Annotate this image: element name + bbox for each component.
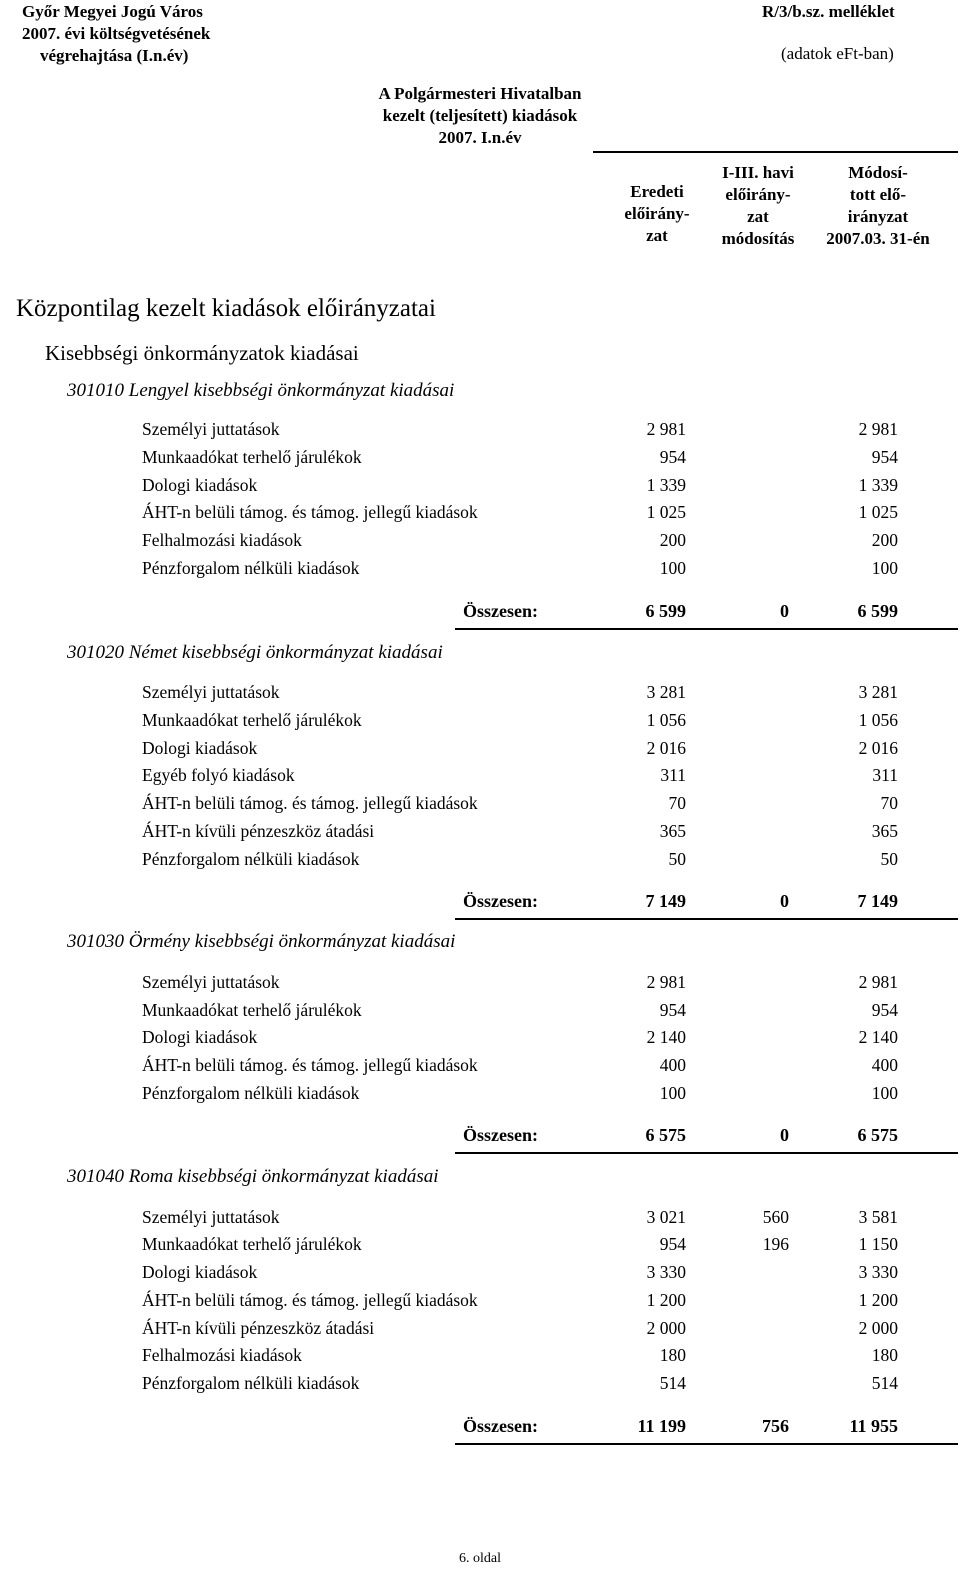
table-row xyxy=(0,1259,960,1285)
modified-value: 180 xyxy=(871,1345,898,1365)
modified-value: 1 056 xyxy=(858,710,898,730)
modified-value: 514 xyxy=(871,1373,898,1393)
modified-value: 1 150 xyxy=(858,1234,898,1254)
total-modified: 7 149 xyxy=(857,891,898,911)
section-total-row xyxy=(0,1412,960,1440)
table-row xyxy=(0,527,960,553)
table-row xyxy=(0,472,960,498)
table-row xyxy=(0,1024,960,1050)
original-value: 70 xyxy=(668,793,686,813)
total-modified: 6 599 xyxy=(857,601,898,621)
row-label: Pénzforgalom nélküli kiadások xyxy=(142,558,360,578)
row-label: ÁHT-n belüli támog. és támog. jellegű kiadások xyxy=(142,1290,478,1310)
table-row xyxy=(0,1080,960,1106)
header-center-line3: 2007. I.n.év xyxy=(438,128,522,147)
modified-value: 1 339 xyxy=(858,475,898,495)
row-label: Dologi kiadások xyxy=(142,1027,258,1047)
original-value: 311 xyxy=(660,765,686,785)
total-modification: 0 xyxy=(780,601,789,621)
total-modification: 0 xyxy=(780,1125,789,1145)
row-label: Munkaadókat terhelő járulékok xyxy=(142,447,362,467)
table-row xyxy=(0,818,960,844)
row-label: Pénzforgalom nélküli kiadások xyxy=(142,1083,360,1103)
table-row xyxy=(0,1370,960,1396)
modified-value: 365 xyxy=(871,821,898,841)
table-row xyxy=(0,790,960,816)
section-title: 301010 Lengyel kisebbségi önkormányzat kiadásai xyxy=(67,380,455,401)
original-value: 100 xyxy=(659,1083,686,1103)
original-value: 400 xyxy=(659,1055,686,1075)
row-label: Egyéb folyó kiadások xyxy=(142,765,295,785)
original-value: 2 981 xyxy=(646,419,686,439)
original-value: 3 330 xyxy=(646,1262,686,1282)
table-row xyxy=(0,1204,960,1230)
modified-value: 100 xyxy=(871,1083,898,1103)
row-label: ÁHT-n belüli támog. és támog. jellegű kiadások xyxy=(142,793,478,813)
section-total-row xyxy=(0,597,960,625)
original-value: 514 xyxy=(659,1373,686,1393)
total-modified: 11 955 xyxy=(849,1416,898,1436)
modified-value: 3 581 xyxy=(858,1207,898,1227)
row-label: Munkaadókat terhelő járulékok xyxy=(142,1234,362,1254)
original-value: 954 xyxy=(659,1234,686,1254)
modified-value: 3 281 xyxy=(858,682,898,702)
total-label: Összesen: xyxy=(463,891,538,911)
row-label: Felhalmozási kiadások xyxy=(142,530,302,550)
header-right-line1: R/3/b.sz. melléklet xyxy=(762,2,895,21)
total-original: 6 599 xyxy=(645,601,686,621)
original-value: 1 339 xyxy=(646,475,686,495)
row-label: ÁHT-n kívüli pénzeszköz átadási xyxy=(142,1318,375,1338)
total-label: Összesen: xyxy=(463,601,538,621)
row-label: Személyi juttatások xyxy=(142,972,280,992)
row-label: Személyi juttatások xyxy=(142,1207,280,1227)
row-label: ÁHT-n belüli támog. és támog. jellegű kiadások xyxy=(142,502,478,522)
section-title: 301030 Örmény kisebbségi önkormányzat kiadásai xyxy=(67,931,456,952)
row-label: Munkaadókat terhelő járulékok xyxy=(142,1000,362,1020)
section-title: 301020 Német kisebbségi önkormányzat kiadásai xyxy=(67,642,443,663)
table-row xyxy=(0,679,960,705)
table-row xyxy=(0,846,960,872)
table-row xyxy=(0,499,960,525)
original-value: 1 200 xyxy=(646,1290,686,1310)
table-row xyxy=(0,1287,960,1313)
original-value: 3 021 xyxy=(646,1207,686,1227)
table-row xyxy=(0,1231,960,1257)
table-row xyxy=(0,1342,960,1368)
row-label: Személyi juttatások xyxy=(142,682,280,702)
modified-value: 2 981 xyxy=(858,419,898,439)
total-modified: 6 575 xyxy=(857,1125,898,1145)
modified-value: 2 000 xyxy=(858,1318,898,1338)
table-row xyxy=(0,997,960,1023)
original-value: 365 xyxy=(659,821,686,841)
table-row xyxy=(0,1315,960,1341)
table-row xyxy=(0,444,960,470)
original-value: 1 056 xyxy=(646,710,686,730)
row-label: Dologi kiadások xyxy=(142,475,258,495)
original-value: 3 281 xyxy=(646,682,686,702)
original-value: 954 xyxy=(659,447,686,467)
modified-value: 2 981 xyxy=(858,972,898,992)
header-center-line2: kezelt (teljesített) kiadások xyxy=(382,106,578,125)
page-number: 6. oldal xyxy=(459,1551,501,1566)
modified-value: 954 xyxy=(871,1000,898,1020)
header-left-line1: Győr Megyei Jogú Város xyxy=(22,2,203,21)
original-value: 2 000 xyxy=(646,1318,686,1338)
header-center-line1: A Polgármesteri Hivatalban xyxy=(378,84,582,103)
modified-value: 311 xyxy=(872,765,898,785)
total-label: Összesen: xyxy=(463,1125,538,1145)
modified-value: 2 016 xyxy=(858,738,898,758)
modified-value: 200 xyxy=(871,530,898,550)
original-value: 180 xyxy=(659,1345,686,1365)
header-left-line3: végrehajtása (I.n.év) xyxy=(40,46,189,65)
table-row xyxy=(0,969,960,995)
original-value: 200 xyxy=(659,530,686,550)
total-rule xyxy=(455,628,958,630)
modified-value: 1 025 xyxy=(858,502,898,522)
modified-value: 400 xyxy=(871,1055,898,1075)
modified-value: 100 xyxy=(871,558,898,578)
modified-value: 2 140 xyxy=(858,1027,898,1047)
sub-title: Kisebbségi önkormányzatok kiadásai xyxy=(45,341,359,365)
section-total-row xyxy=(0,1121,960,1149)
row-label: Dologi kiadások xyxy=(142,738,258,758)
header-left-line2: 2007. évi költségvetésének xyxy=(22,24,211,43)
original-value: 2 981 xyxy=(646,972,686,992)
row-label: Pénzforgalom nélküli kiadások xyxy=(142,849,360,869)
row-label: Személyi juttatások xyxy=(142,419,280,439)
row-label: Felhalmozási kiadások xyxy=(142,1345,302,1365)
modified-value: 50 xyxy=(880,849,898,869)
total-original: 6 575 xyxy=(645,1125,686,1145)
table-row xyxy=(0,1052,960,1078)
row-label: Pénzforgalom nélküli kiadások xyxy=(142,1373,360,1393)
total-modification: 0 xyxy=(780,891,789,911)
modified-value: 3 330 xyxy=(858,1262,898,1282)
total-original: 7 149 xyxy=(645,891,686,911)
total-original: 11 199 xyxy=(637,1416,686,1436)
section-total-row xyxy=(0,887,960,915)
original-value: 1 025 xyxy=(646,502,686,522)
table-row xyxy=(0,707,960,733)
total-label: Összesen: xyxy=(463,1416,538,1436)
original-value: 2 140 xyxy=(646,1027,686,1047)
total-rule xyxy=(455,1443,958,1445)
modified-value: 954 xyxy=(871,447,898,467)
column-header-modification: I-III. havi előirány- zat módosítás xyxy=(721,163,795,248)
total-modification: 756 xyxy=(762,1416,789,1436)
row-label: Dologi kiadások xyxy=(142,1262,258,1282)
row-label: ÁHT-n belüli támog. és támog. jellegű kiadások xyxy=(142,1055,478,1075)
section-title: 301040 Roma kisebbségi önkormányzat kiadásai xyxy=(67,1166,439,1187)
modified-value: 1 200 xyxy=(858,1290,898,1310)
column-header-original: Eredeti előirány- zat xyxy=(624,182,690,245)
total-rule xyxy=(455,918,958,920)
original-value: 954 xyxy=(659,1000,686,1020)
original-value: 2 016 xyxy=(646,738,686,758)
table-row xyxy=(0,762,960,788)
column-header-modified: Módosí- tott elő- irányzat 2007.03. 31-én xyxy=(826,163,930,248)
total-rule xyxy=(455,1152,958,1154)
original-value: 100 xyxy=(659,558,686,578)
row-label: ÁHT-n kívüli pénzeszköz átadási xyxy=(142,821,375,841)
table-row xyxy=(0,735,960,761)
modification-value: 560 xyxy=(762,1207,789,1227)
modification-value: 196 xyxy=(762,1234,789,1254)
row-label: Munkaadókat terhelő járulékok xyxy=(142,710,362,730)
table-row xyxy=(0,555,960,581)
main-title: Központilag kezelt kiadások előirányzatai xyxy=(16,295,436,322)
header-rule xyxy=(593,151,958,153)
original-value: 50 xyxy=(668,849,686,869)
header-right-line2: (adatok eFt-ban) xyxy=(781,44,894,63)
modified-value: 70 xyxy=(880,793,898,813)
table-row xyxy=(0,416,960,442)
